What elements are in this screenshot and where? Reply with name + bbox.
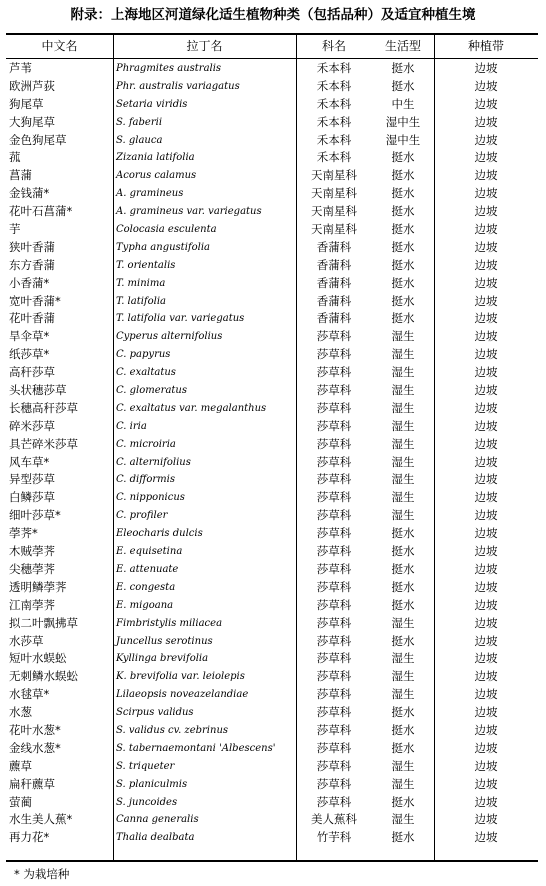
cell-latin-name: C. glomeratus: [116, 385, 188, 397]
cell-life-form: 挺水: [391, 722, 415, 737]
table-row: [6, 436, 538, 454]
table-row: [6, 132, 538, 150]
cell-life-form: 湿生: [391, 651, 415, 666]
cell-life-form: 湿生: [391, 365, 415, 380]
header-chinese-name: 中文名: [41, 39, 78, 53]
cell-planting-zone: 边坡: [474, 794, 498, 809]
cell-life-form: 湿中生: [385, 114, 421, 129]
cell-chinese-name: 扁秆藨草: [9, 776, 55, 791]
cell-planting-zone: 边坡: [474, 454, 498, 469]
cell-life-form: 湿生: [391, 454, 415, 469]
cell-latin-name: S. triqueter: [116, 760, 175, 772]
cell-family: 莎草科: [316, 436, 352, 451]
cell-life-form: 挺水: [391, 61, 415, 75]
cell-family: 香蒲科: [316, 257, 352, 272]
cell-planting-zone: 边坡: [474, 615, 498, 630]
table-row: [6, 203, 538, 221]
table-row: [6, 185, 538, 203]
cell-family: 莎草科: [316, 740, 352, 755]
cell-planting-zone: 边坡: [474, 508, 498, 523]
cell-life-form: 湿生: [391, 812, 415, 827]
cell-chinese-name: 木贼荸荠: [9, 544, 55, 559]
table-row: [6, 811, 538, 829]
cell-chinese-name: 细叶莎草*: [9, 508, 61, 523]
cell-chinese-name: 大狗尾草: [9, 114, 55, 129]
cell-life-form: 湿生: [391, 329, 415, 344]
cell-chinese-name: 白鳞莎草: [9, 490, 55, 505]
cell-planting-zone: 边坡: [474, 114, 498, 129]
cell-chinese-name: 芋: [9, 222, 21, 237]
cell-planting-zone: 边坡: [474, 740, 498, 755]
table-row: [6, 561, 538, 579]
cell-family: 莎草科: [316, 472, 352, 487]
cell-family: 莎草科: [316, 383, 352, 398]
cell-life-form: 挺水: [391, 705, 415, 720]
cell-planting-zone: 边坡: [474, 651, 498, 666]
cell-chinese-name: 水莎草: [9, 633, 44, 648]
cell-life-form: 挺水: [391, 561, 415, 576]
cell-life-form: 湿生: [391, 436, 415, 451]
cell-latin-name: Lilaeopsis noveazelandiae: [116, 689, 249, 701]
cell-chinese-name: 再力花*: [9, 830, 50, 845]
cell-latin-name: S. glauca: [116, 134, 163, 146]
cell-family: 莎草科: [316, 329, 352, 344]
cell-planting-zone: 边坡: [474, 472, 498, 487]
cell-latin-name: T. latifolia: [116, 295, 167, 307]
cell-latin-name: S. juncoides: [116, 796, 178, 808]
header-life-form: 生活型: [384, 39, 421, 53]
cell-chinese-name: 萤蔺: [9, 794, 32, 809]
table-row: [6, 418, 538, 436]
cell-latin-name: Phr. australis variagatus: [116, 80, 240, 92]
cell-latin-name: Acorus calamus: [116, 170, 197, 182]
cell-life-form: 挺水: [391, 275, 415, 290]
cell-latin-name: C. nipponicus: [116, 492, 185, 504]
cell-life-form: 挺水: [391, 186, 415, 201]
table-row: [6, 114, 538, 132]
cell-life-form: 挺水: [391, 740, 415, 755]
cell-chinese-name: 无刺鳞水蜈蚣: [9, 669, 78, 684]
cell-life-form: 挺水: [391, 293, 415, 308]
cell-latin-name: E. migoana: [116, 599, 174, 611]
cell-chinese-name: 江南荸荠: [9, 597, 55, 612]
table-row: [6, 239, 538, 257]
cell-latin-name: S. faberii: [116, 116, 163, 128]
cell-family: 莎草科: [316, 347, 352, 362]
table-row: [6, 794, 538, 812]
cell-planting-zone: 边坡: [474, 544, 498, 559]
cell-latin-name: Zizania latifolia: [116, 152, 195, 164]
cell-family: 莎草科: [316, 597, 352, 612]
cell-life-form: 湿生: [391, 472, 415, 487]
cell-life-form: 挺水: [391, 222, 415, 237]
cell-family: 天南星科: [311, 186, 357, 201]
cell-latin-name: Thalia dealbata: [116, 832, 195, 844]
table-row: [6, 668, 538, 686]
table-row: [6, 471, 538, 489]
cell-chinese-name: 菰: [9, 150, 21, 165]
cell-chinese-name: 欧洲芦荻: [9, 78, 55, 93]
cell-planting-zone: 边坡: [474, 311, 498, 326]
cell-chinese-name: 风车草*: [9, 454, 50, 469]
table-row: [6, 310, 538, 328]
cell-chinese-name: 狭叶香蒲: [9, 239, 55, 254]
cell-family: 莎草科: [316, 490, 352, 505]
cell-latin-name: Setaria viridis: [116, 98, 188, 110]
cell-life-form: 挺水: [391, 168, 415, 183]
cell-latin-name: C. papyrus: [116, 349, 171, 361]
cell-life-form: 中生: [391, 96, 415, 111]
cell-chinese-name: 旱伞草*: [9, 329, 50, 344]
cell-latin-name: E. attenuate: [116, 563, 179, 575]
cell-latin-name: C. difformis: [116, 474, 175, 486]
cell-family: 莎草科: [316, 365, 352, 380]
table-row: [6, 454, 538, 472]
cell-latin-name: Cyperus alternifolius: [116, 331, 223, 343]
table-row: [6, 489, 538, 507]
cell-family: 莎草科: [316, 794, 352, 809]
cell-life-form: 湿生: [391, 687, 415, 702]
cell-chinese-name: 花叶石菖蒲*: [9, 204, 73, 219]
table-row: [6, 579, 538, 597]
cell-latin-name: Eleocharis dulcis: [116, 528, 203, 540]
cell-family: 天南星科: [311, 168, 357, 183]
cell-life-form: 湿生: [391, 418, 415, 433]
cell-life-form: 湿生: [391, 490, 415, 505]
cell-latin-name: T. latifolia var. variegatus: [116, 313, 245, 325]
cell-latin-name: C. profiler: [116, 510, 168, 522]
cell-chinese-name: 小香蒲*: [9, 275, 50, 290]
table-row: [6, 686, 538, 704]
cell-planting-zone: 边坡: [474, 669, 498, 684]
cell-chinese-name: 高秆莎草: [9, 365, 55, 380]
cell-planting-zone: 边坡: [474, 257, 498, 272]
table-row: [6, 346, 538, 364]
table-header-rule: [6, 58, 538, 59]
table-row: [6, 293, 538, 311]
cell-latin-name: C. iria: [116, 420, 147, 432]
cell-chinese-name: 芦苇: [9, 61, 32, 75]
cell-family: 禾本科: [316, 114, 352, 129]
cell-latin-name: C. alternifolius: [116, 456, 191, 468]
cell-life-form: 挺水: [391, 204, 415, 219]
cell-latin-name: Scirpus validus: [116, 707, 194, 719]
cell-family: 天南星科: [311, 204, 357, 219]
cell-family: 莎草科: [316, 400, 352, 415]
cell-family: 莎草科: [316, 508, 352, 523]
table-row: [6, 96, 538, 114]
cell-latin-name: K. brevifolia var. leiolepis: [116, 671, 245, 683]
cell-planting-zone: 边坡: [474, 436, 498, 451]
cell-planting-zone: 边坡: [474, 329, 498, 344]
cell-chinese-name: 碎米莎草: [9, 418, 55, 433]
cell-family: 莎草科: [316, 758, 352, 773]
cell-planting-zone: 边坡: [474, 722, 498, 737]
table-row: [6, 221, 538, 239]
cell-planting-zone: 边坡: [474, 597, 498, 612]
cell-chinese-name: 头状穗莎草: [9, 383, 67, 398]
table-row: [6, 597, 538, 615]
cell-family: 禾本科: [316, 150, 352, 165]
cell-family: 莎草科: [316, 418, 352, 433]
cell-family: 莎草科: [316, 544, 352, 559]
table-row: [6, 722, 538, 740]
cell-family: 莎草科: [316, 633, 352, 648]
cell-planting-zone: 边坡: [474, 222, 498, 237]
table-row: [6, 615, 538, 633]
cell-chinese-name: 菖蒲: [9, 168, 32, 183]
cell-planting-zone: 边坡: [474, 705, 498, 720]
cell-family: 美人蕉科: [311, 812, 357, 827]
cell-latin-name: S. planiculmis: [116, 778, 188, 790]
cell-life-form: 湿生: [391, 669, 415, 684]
cell-life-form: 湿生: [391, 508, 415, 523]
cell-family: 禾本科: [316, 96, 352, 111]
footnote: * 为栽培种: [14, 867, 70, 881]
cell-latin-name: T. minima: [116, 277, 166, 289]
cell-planting-zone: 边坡: [474, 293, 498, 308]
cell-planting-zone: 边坡: [474, 830, 498, 845]
cell-chinese-name: 具芒碎米莎草: [9, 436, 78, 451]
cell-chinese-name: 金色狗尾草: [9, 132, 67, 147]
table-row: [6, 328, 538, 346]
cell-chinese-name: 宽叶香蒲*: [9, 293, 61, 308]
cell-family: 竹芋科: [316, 830, 352, 845]
cell-planting-zone: 边坡: [474, 758, 498, 773]
cell-family: 香蒲科: [316, 311, 352, 326]
cell-life-form: 湿生: [391, 400, 415, 415]
plant-table: [6, 33, 538, 862]
cell-chinese-name: 短叶水蜈蚣: [9, 651, 67, 666]
cell-chinese-name: 金钱蒲*: [9, 186, 50, 201]
cell-family: 莎草科: [316, 776, 352, 791]
cell-family: 莎草科: [316, 687, 352, 702]
cell-latin-name: C. exaltatus var. megalanthus: [116, 402, 267, 414]
cell-life-form: 挺水: [391, 526, 415, 541]
cell-planting-zone: 边坡: [474, 383, 498, 398]
cell-planting-zone: 边坡: [474, 365, 498, 380]
cell-chinese-name: 藨草: [9, 758, 32, 773]
cell-latin-name: Juncellus serotinus: [116, 635, 213, 647]
cell-chinese-name: 荸荠*: [9, 526, 38, 541]
cell-family: 禾本科: [316, 78, 352, 93]
cell-life-form: 挺水: [391, 579, 415, 594]
cell-planting-zone: 边坡: [474, 633, 498, 648]
cell-latin-name: Colocasia esculenta: [116, 224, 217, 236]
cell-planting-zone: 边坡: [474, 168, 498, 183]
cell-family: 莎草科: [316, 669, 352, 684]
cell-life-form: 挺水: [391, 150, 415, 165]
cell-latin-name: Phragmites australis: [116, 63, 222, 74]
cell-life-form: 挺水: [391, 239, 415, 254]
table-row: [6, 650, 538, 668]
cell-planting-zone: 边坡: [474, 186, 498, 201]
cell-life-form: 湿生: [391, 347, 415, 362]
cell-chinese-name: 异型莎草: [9, 472, 55, 487]
table-row: [6, 633, 538, 651]
cell-planting-zone: 边坡: [474, 347, 498, 362]
table-row: [6, 400, 538, 418]
header-latin-name: 拉丁名: [186, 39, 223, 53]
table-row: [6, 149, 538, 167]
cell-planting-zone: 边坡: [474, 561, 498, 576]
cell-latin-name: S. validus cv. zebrinus: [116, 724, 229, 736]
cell-life-form: 湿生: [391, 776, 415, 791]
table-row: [6, 382, 538, 400]
cell-latin-name: A. gramineus: [116, 188, 184, 200]
cell-planting-zone: 边坡: [474, 78, 498, 93]
cell-family: 莎草科: [316, 722, 352, 737]
header-planting-zone: 种植带: [467, 39, 504, 53]
cell-family: 天南星科: [311, 222, 357, 237]
table-row: [6, 758, 538, 776]
cell-planting-zone: 边坡: [474, 812, 498, 827]
cell-chinese-name: 水葱: [9, 705, 32, 720]
cell-chinese-name: 东方香蒲: [9, 257, 55, 272]
table-row: [6, 543, 538, 561]
header-family: 科名: [321, 39, 346, 53]
cell-planting-zone: 边坡: [474, 150, 498, 165]
cell-family: 莎草科: [316, 705, 352, 720]
cell-family: 莎草科: [316, 526, 352, 541]
cell-family: 莎草科: [316, 579, 352, 594]
cell-latin-name: E. equisetina: [116, 546, 183, 558]
cell-life-form: 挺水: [391, 597, 415, 612]
cell-planting-zone: 边坡: [474, 204, 498, 219]
cell-life-form: 挺水: [391, 78, 415, 93]
cell-planting-zone: 边坡: [474, 61, 498, 75]
cell-family: 莎草科: [316, 615, 352, 630]
cell-chinese-name: 花叶香蒲: [9, 311, 55, 326]
cell-life-form: 湿生: [391, 758, 415, 773]
table-row: [6, 60, 538, 78]
table-row: [6, 364, 538, 382]
table-row: [6, 275, 538, 293]
cell-latin-name: C. exaltatus: [116, 367, 176, 379]
cell-life-form: 湿生: [391, 383, 415, 398]
cell-family: 莎草科: [316, 651, 352, 666]
cell-planting-zone: 边坡: [474, 776, 498, 791]
cell-family: 禾本科: [316, 132, 352, 147]
cell-family: 莎草科: [316, 561, 352, 576]
cell-planting-zone: 边坡: [474, 275, 498, 290]
table-row: [6, 829, 538, 847]
cell-life-form: 挺水: [391, 633, 415, 648]
table-row: [6, 257, 538, 275]
cell-latin-name: Fimbristylis miliacea: [116, 617, 223, 629]
cell-life-form: 湿中生: [385, 132, 421, 147]
cell-life-form: 挺水: [391, 830, 415, 845]
table-bottom-rule: [6, 860, 538, 862]
cell-family: 禾本科: [316, 61, 352, 75]
cell-latin-name: A. gramineus var. variegatus: [116, 206, 262, 218]
cell-latin-name: S. tabernaemontani 'Albescens': [116, 742, 276, 754]
cell-life-form: 挺水: [391, 257, 415, 272]
cell-chinese-name: 长穗高秆莎草: [9, 400, 78, 415]
cell-latin-name: Canna generalis: [116, 814, 199, 826]
cell-life-form: 挺水: [391, 311, 415, 326]
cell-chinese-name: 金线水葱*: [9, 740, 61, 755]
cell-latin-name: Kyllinga brevifolia: [116, 653, 209, 665]
cell-family: 香蒲科: [316, 275, 352, 290]
cell-chinese-name: 拟二叶飘拂草: [9, 615, 78, 630]
page-title: 附录：上海地区河道绿化适生植物种类（包括品种）及适宜种植生境: [70, 7, 476, 23]
cell-planting-zone: 边坡: [474, 400, 498, 415]
table-body: [6, 60, 538, 847]
table-row: [6, 167, 538, 185]
cell-life-form: 挺水: [391, 544, 415, 559]
cell-planting-zone: 边坡: [474, 418, 498, 433]
cell-chinese-name: 纸莎草*: [9, 347, 50, 362]
cell-latin-name: E. congesta: [116, 581, 176, 593]
cell-family: 莎草科: [316, 454, 352, 469]
cell-chinese-name: 水毬草*: [9, 687, 50, 702]
cell-life-form: 挺水: [391, 794, 415, 809]
cell-chinese-name: 尖穗荸荠: [9, 561, 55, 576]
cell-planting-zone: 边坡: [474, 96, 498, 111]
cell-chinese-name: 花叶水葱*: [9, 722, 61, 737]
table-row: [6, 740, 538, 758]
table-row: [6, 704, 538, 722]
table-row: [6, 776, 538, 794]
table-row: [6, 78, 538, 96]
cell-latin-name: C. microiria: [116, 438, 176, 450]
cell-planting-zone: 边坡: [474, 490, 498, 505]
cell-family: 香蒲科: [316, 293, 352, 308]
cell-planting-zone: 边坡: [474, 239, 498, 254]
cell-planting-zone: 边坡: [474, 579, 498, 594]
cell-latin-name: T. orientalis: [116, 259, 176, 271]
table-row: [6, 525, 538, 543]
cell-life-form: 湿生: [391, 615, 415, 630]
cell-latin-name: Typha angustifolia: [116, 241, 210, 253]
cell-chinese-name: 狗尾草: [9, 96, 44, 111]
cell-family: 香蒲科: [316, 239, 352, 254]
cell-planting-zone: 边坡: [474, 687, 498, 702]
cell-planting-zone: 边坡: [474, 132, 498, 147]
cell-planting-zone: 边坡: [474, 526, 498, 541]
cell-chinese-name: 水生美人蕉*: [9, 812, 73, 827]
table-row: [6, 507, 538, 525]
cell-chinese-name: 透明鳞荸荠: [9, 579, 67, 594]
